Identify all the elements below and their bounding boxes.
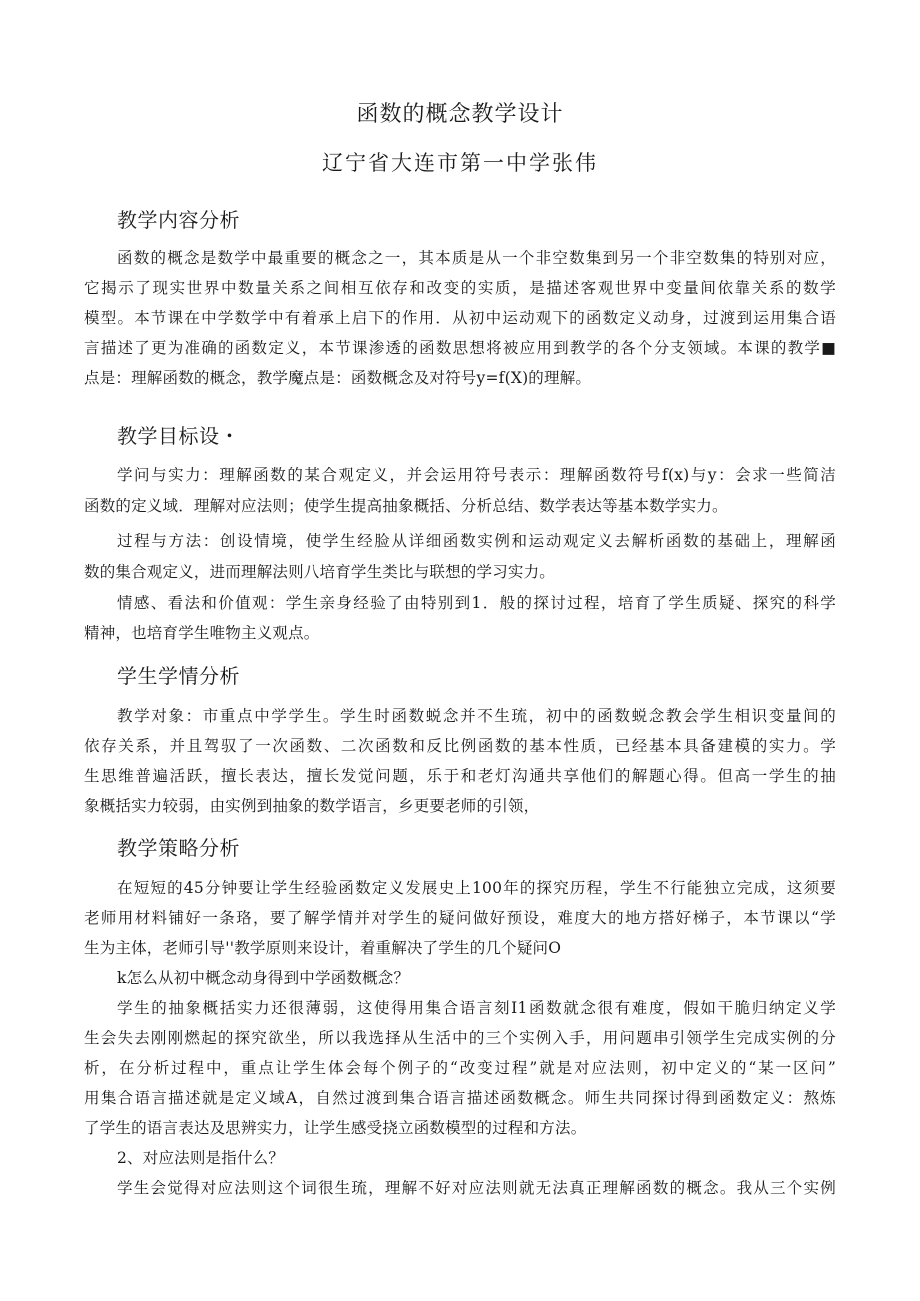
paragraph-line: 老师用材料铺好一条珞，要了解学情并对学生的疑问做好预设，难度大的地方搭好梯子，本节课以“学: [84, 909, 836, 927]
paragraph-line: 象概括实力较弱，由实例到抽象的数学语言，乡更要老师的引领，: [84, 797, 540, 815]
paragraph-line: 精神，也培育学生唯物主义观点。: [84, 624, 320, 642]
paragraph-line: 过程与方法：创设情境，使学生经脸从详细函数实例和运动观定义去解析函数的基础上，理解函: [117, 532, 836, 550]
document-author: 辽宁省大连市第一中学张伟: [322, 151, 598, 175]
document-title: 函数的概念教学设计: [356, 102, 564, 127]
paragraph-line: 生思维普遍活跃，擅长表达，擅长发觉问题，乐于和老灯沟通共享他们的解题心得。但高一学生的抽: [84, 767, 836, 785]
paragraph-line: 函数的概念是数学中最重要的概念之一，其本质是从一个非空数集到另一个非空数集的特别对应，: [117, 249, 836, 267]
paragraph-line: 了学生的语言表达及思辨实力，让学生感受挠立函数模型的过程和方法。: [84, 1119, 587, 1137]
section-heading: 教学目标设・: [117, 424, 240, 448]
paragraph-line: 点是：理解函数的概念，教学魔点是：函数概念及对符号y=f(X)的理解。: [84, 369, 592, 387]
section-heading: 教学内容分析: [117, 208, 240, 232]
paragraph-line: 在短短的45分钟要让学生经验函数定义发展史上100年的探究历程，学生不行能独立完成，这须要: [117, 879, 836, 897]
paragraph-line: 生为主体，老师引导''教学原则来设计，着重解决了学生的几个疑问O: [84, 939, 562, 957]
paragraph-line: 学生的抽象概括实力还很薄弱，这使得用集合语言刻I1函数就念很有难度，假如干脆归纳定义学: [117, 999, 836, 1017]
section-heading: 学生学情分析: [117, 664, 240, 688]
paragraph-line: 用集合语言描述就是定义域A，自然过渡到集合语言描述函数概念。师生共同探讨得到函数定义：熬炼: [84, 1089, 836, 1107]
paragraph-line: 数的集合观定义，进而理解法则八培育学生类比与联想的学习实力。: [84, 563, 556, 581]
paragraph-line: 教学对象：市重点中学学生。学生时函数蜕念并不生琉，初中的函数蜕念教会学生相识变量间的: [117, 707, 836, 725]
paragraph-line: 言描述了更为准确的函数定义，本节课渗透的函数思想将被应用到教学的各个分支领域。本课的教学■: [84, 339, 836, 357]
section-heading: 教学策略分析: [117, 836, 240, 860]
paragraph-line: k怎么从初中概念动身得到中学函数概念？: [117, 969, 410, 987]
paragraph-line: 2、对应法则是指什么？: [117, 1149, 285, 1167]
paragraph-line: 生会失去刚刚燃起的探究欲坐，所以我选择从生活中的三个实例入手，用问题串引领学生完成实例的分: [84, 1029, 836, 1047]
paragraph-line: 析，在分析过程中，重点让学生体会每个例子的“改变过程”就是对应法则，初中定义的“某一区问”: [84, 1059, 836, 1077]
paragraph-line: 学生会觉得对应法则这个词很生琉，理解不好对应法则就无法真正理解函数的概念。我从三个实例: [117, 1179, 836, 1197]
paragraph-line: 学问与实力：理解函数的某合观定义，并会运用符号表示：理解函数符号f(x)与y：会求一些简洁: [117, 466, 836, 484]
paragraph-line: 模型。本节课在中学数学中有着承上启下的作用．从初中运动观下的函数定义动身，过渡到运用集合语: [84, 309, 836, 327]
paragraph-line: 依存关系，并且驾驭了一次函数、二次函数和反比例函数的基本性质，已经基本具备建模的实力。学: [84, 737, 836, 755]
paragraph-line: 它揭示了现实世界中数量关系之间相互依存和改变的实质，是描述客观世界中变量间依靠关系的数学: [84, 279, 836, 297]
paragraph-line: 函数的定义域．理解对应法则；使学生提高抽象概括、分析总结、数学表达等基本数学实力。: [84, 497, 728, 515]
paragraph-line: 情感、看法和价值观：学生亲身经验了由特别到1．般的探讨过程，培育了学生质疑、探究的科学: [117, 594, 836, 612]
